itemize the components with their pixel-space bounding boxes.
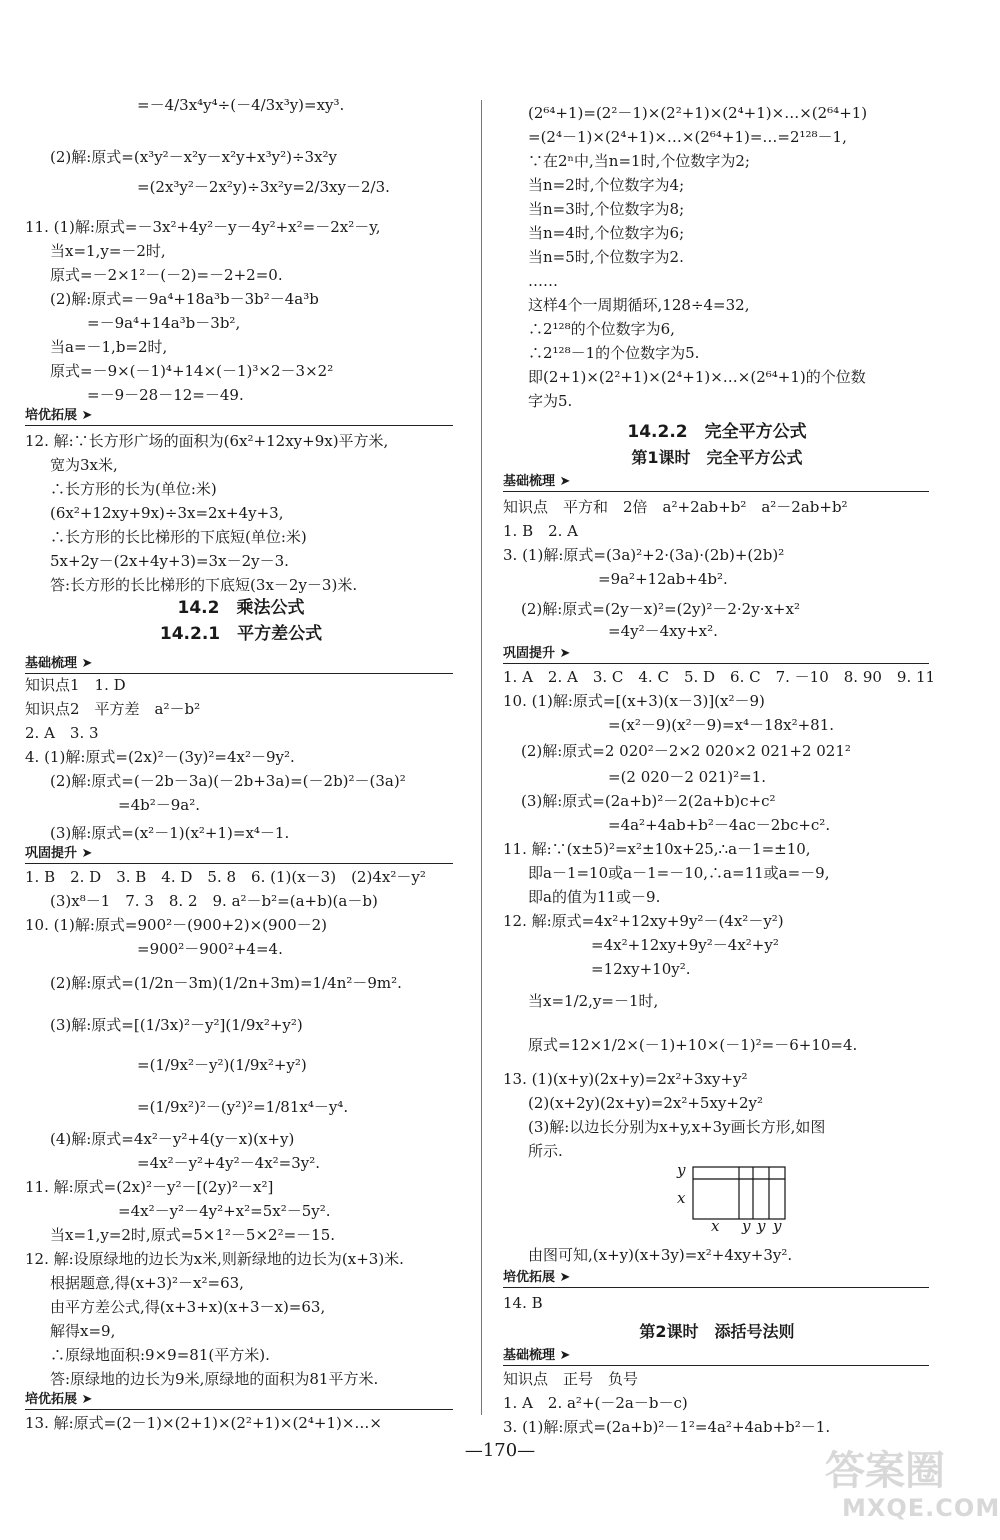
subsection-heading: 第1课时 完全平方公式 <box>631 448 803 467</box>
section-rule <box>25 673 453 674</box>
text-line: 宽为3x米, <box>50 456 118 474</box>
figure-label: x <box>677 1189 686 1207</box>
section-label: 培优拓展 ➤ <box>503 1270 571 1285</box>
text-line: 即a－1=10或a－1=－10,∴a=11或a=－9, <box>528 864 830 882</box>
text-line: 当x=1,y=－2时, <box>50 242 166 260</box>
text-line: =(2x³y²－2x²y)÷3x²y=2/3xy－2/3. <box>137 178 390 196</box>
text-line: ∴2¹²⁸的个位数字为6, <box>528 320 675 338</box>
text-line: 当x=1/2,y=－1时, <box>528 992 659 1010</box>
section-label: 巩固提升 ➤ <box>25 846 93 861</box>
text-line: 3. (1)解:原式=(3a)²+2·(3a)·(2b)+(2b)² <box>503 546 785 564</box>
column-divider <box>481 100 482 1415</box>
text-line: 根据题意,得(x+3)²－x²=63, <box>50 1274 244 1292</box>
section-label: 培优拓展 ➤ <box>25 408 93 423</box>
text-line: =(2⁴－1)×(2⁴+1)×…×(2⁶⁴+1)=…=2¹²⁸－1, <box>528 128 847 146</box>
text-line: =4x²－y²+4y²－4x²=3y². <box>137 1154 321 1172</box>
text-line: =12xy+10y². <box>591 960 691 978</box>
figure-label: x <box>711 1217 720 1235</box>
text-line: (4)解:原式=4x²－y²+4(y－x)(x+y) <box>50 1130 295 1148</box>
text-line: 1. B 2. D 3. B 4. D 5. 8 6. (1)(x－3) (2)4x²－y² <box>25 868 426 886</box>
text-line: 1. B 2. A <box>503 522 579 540</box>
section-rule <box>503 663 929 664</box>
text-line: 当n=5时,个位数字为2. <box>528 248 684 266</box>
text-line: ∴原绿地面积:9×9=81(平方米). <box>50 1346 270 1364</box>
text-line: 原式=12×1/2×(－1)+10×(－1)²=－6+10=4. <box>528 1036 858 1054</box>
text-line: 4. (1)解:原式=(2x)²－(3y)²=4x²－9y². <box>25 748 295 766</box>
section-rule <box>25 425 453 426</box>
figure-label: y <box>677 1161 686 1179</box>
text-line: =9a²+12ab+4b². <box>598 570 728 588</box>
text-line: =－9a⁴+14a³b－3b², <box>87 314 241 332</box>
text-line: 知识点2 平方差 a²－b² <box>25 700 201 718</box>
text-line: (3)解:原式=(x²－1)(x²+1)=x⁴－1. <box>50 824 290 842</box>
section-rule <box>25 1409 453 1410</box>
text-line: 当a=－1,b=2时, <box>50 338 168 356</box>
section-heading: 14.2.2 完全平方公式 <box>627 422 807 442</box>
text-line: 当n=2时,个位数字为4; <box>528 176 685 194</box>
text-line: =4x²+12xy+9y²－4x²+y² <box>591 936 779 954</box>
text-line: 解得x=9, <box>50 1322 116 1340</box>
text-line: (2)解:原式=－9a⁴+18a³b－3b²－4a³b <box>50 290 319 308</box>
figure-label: y <box>773 1217 782 1235</box>
section-rule <box>503 491 929 492</box>
text-line: (6x²+12xy+9x)÷3x=2x+4y+3, <box>50 504 284 522</box>
text-line: ∵在2ⁿ中,当n=1时,个位数字为2; <box>528 152 750 170</box>
text-line: ∴长方形的长为(单位:米) <box>50 480 217 498</box>
text-line: 即(2+1)×(2²+1)×(2⁴+1)×…×(2⁶⁴+1)的个位数 <box>528 368 866 386</box>
section-heading: 14.2 乘法公式 <box>177 598 305 618</box>
figure-label: y <box>742 1217 751 1235</box>
text-line: =(1/9x²)²－(y²)²=1/81x⁴－y⁴. <box>137 1098 349 1116</box>
text-line: (3)解:原式=(2a+b)²－2(2a+b)c+c² <box>521 792 776 810</box>
text-line: 原式=－9×(－1)⁴+14×(－1)³×2－3×2² <box>50 362 334 380</box>
text-line: =－9－28－12=－49. <box>87 386 244 404</box>
text-line: 答:长方形的长比梯形的下底短(3x－2y－3)米. <box>50 576 358 594</box>
text-line: 13. 解:原式=(2－1)×(2+1)×(2²+1)×(2⁴+1)×…× <box>25 1414 382 1432</box>
watermark-logo: 答案圈 <box>825 1448 945 1494</box>
text-line: =(1/9x²－y²)(1/9x²+y²) <box>137 1056 307 1074</box>
text-line: (3)x⁸－1 7. 3 8. 2 9. a²－b²=(a+b)(a－b) <box>50 892 378 910</box>
text-line: 答:原绿地的边长为9米,原绿地的面积为81平方米. <box>50 1370 379 1388</box>
text-line: (3)解:原式=[(1/3x)²－y²](1/9x²+y²) <box>50 1016 303 1034</box>
text-line: =－4/3x⁴y⁴÷(－4/3x³y)=xy³. <box>137 96 345 114</box>
figure-label: y <box>757 1217 766 1235</box>
text-line: 当x=1,y=2时,原式=5×1²－5×2²=－15. <box>50 1226 336 1244</box>
text-line: 字为5. <box>528 392 573 410</box>
text-line: =4b²－9a². <box>118 796 200 814</box>
text-line: 知识点 正号 负号 <box>503 1370 639 1388</box>
rectangle-figure <box>673 1161 793 1235</box>
text-line: ∴2¹²⁸－1的个位数字为5. <box>528 344 700 362</box>
text-line: ∴长方形的长比梯形的下底短(单位:米) <box>50 528 307 546</box>
section-rule <box>503 1365 929 1366</box>
text-line: 11. 解:∵(x±5)²=x²±10x+25,∴a－1=±10, <box>503 840 811 858</box>
text-line: 12. 解:原式=4x²+12xy+9y²－(4x²－y²) <box>503 912 784 930</box>
text-line: 所示. <box>528 1142 563 1160</box>
text-line: =(2 020－2 021)²=1. <box>608 768 767 786</box>
text-line: (2)解:原式=(x³y²－x²y－x²y+x³y²)÷3x²y <box>50 148 338 166</box>
text-line: 10. (1)解:原式=[(x+3)(x－3)](x²－9) <box>503 692 765 710</box>
text-line: 3. (1)解:原式=(2a+b)²－1²=4a²+4ab+b²－1. <box>503 1418 831 1436</box>
section-rule <box>25 863 453 864</box>
text-line: (2)解:原式=(－2b－3a)(－2b+3a)=(－2b)²－(3a)² <box>50 772 406 790</box>
text-line: …… <box>528 272 558 290</box>
section-rule <box>503 1287 929 1288</box>
text-line: 1. A 2. a²+(－2a－b－c) <box>503 1394 688 1412</box>
text-line: 原式=－2×1²－(－2)=－2+2=0. <box>50 266 283 284</box>
text-line: 由图可知,(x+y)(x+3y)=x²+4xy+3y². <box>528 1246 793 1264</box>
text-line: (2)解:原式=2 020²－2×2 020×2 021+2 021² <box>521 742 851 760</box>
text-line: =900²－900²+4=4. <box>137 940 283 958</box>
text-line: 知识点 平方和 2倍 a²+2ab+b² a²－2ab+b² <box>503 498 848 516</box>
section-label: 基础梳理 ➤ <box>503 1348 571 1363</box>
text-line: 12. 解:∵长方形广场的面积为(6x²+12xy+9x)平方米, <box>25 432 389 450</box>
text-line: =4y²－4xy+x². <box>608 622 718 640</box>
text-line: (3)解:以边长分别为x+y,x+3y画长方形,如图 <box>528 1118 826 1136</box>
section-label: 巩固提升 ➤ <box>503 646 571 661</box>
text-line: 这样4个一周期循环,128÷4=32, <box>528 296 750 314</box>
section-label: 培优拓展 ➤ <box>25 1392 93 1407</box>
text-line: 当n=3时,个位数字为8; <box>528 200 685 218</box>
text-line: 由平方差公式,得(x+3+x)(x+3－x)=63, <box>50 1298 326 1316</box>
text-line: 14. B <box>503 1294 543 1312</box>
text-line: 当n=4时,个位数字为6; <box>528 224 685 242</box>
text-line: (2)解:原式=(1/2n－3m)(1/2n+3m)=1/4n²－9m². <box>50 974 402 992</box>
text-line: =(x²－9)(x²－9)=x⁴－18x²+81. <box>608 716 835 734</box>
text-line: (2⁶⁴+1)=(2²－1)×(2²+1)×(2⁴+1)×…×(2⁶⁴+1) <box>528 104 868 122</box>
text-line: 10. (1)解:原式=900²－(900+2)×(900－2) <box>25 916 328 934</box>
text-line: 1. A 2. A 3. C 4. C 5. D 6. C 7. －10 8. 90 9. 11 <box>503 668 936 686</box>
text-line: 即a的值为11或－9. <box>528 888 661 906</box>
text-line: 12. 解:设原绿地的边长为x米,则新绿地的边长为(x+3)米. <box>25 1250 404 1268</box>
text-line: =4a²+4ab+b²－4ac－2bc+c². <box>608 816 831 834</box>
page-number: —170— <box>464 1440 536 1461</box>
text-line: 13. (1)(x+y)(2x+y)=2x²+3xy+y² <box>503 1070 748 1088</box>
text-line: =4x²－y²－4y²+x²=5x²－5y². <box>118 1202 331 1220</box>
watermark-url: MXQE.COM <box>842 1494 1000 1522</box>
section-label: 基础梳理 ➤ <box>503 474 571 489</box>
text-line: 11. (1)解:原式=－3x²+4y²－y－4y²+x²=－2x²－y, <box>25 218 381 236</box>
text-line: 5x+2y－(2x+4y+3)=3x－2y－3. <box>50 552 289 570</box>
text-line: (2)(x+2y)(2x+y)=2x²+5xy+2y² <box>528 1094 763 1112</box>
text-line: 知识点1 1. D <box>25 676 126 694</box>
text-line: (2)解:原式=(2y－x)²=(2y)²－2·2y·x+x² <box>521 600 800 618</box>
text-line: 11. 解:原式=(2x)²－y²－[(2y)²－x²] <box>25 1178 274 1196</box>
section-label: 基础梳理 ➤ <box>25 656 93 671</box>
subsection-heading: 第2课时 添括号法则 <box>639 1322 795 1341</box>
text-line: 2. A 3. 3 <box>25 724 99 742</box>
subsection-heading: 14.2.1 平方差公式 <box>159 624 323 644</box>
